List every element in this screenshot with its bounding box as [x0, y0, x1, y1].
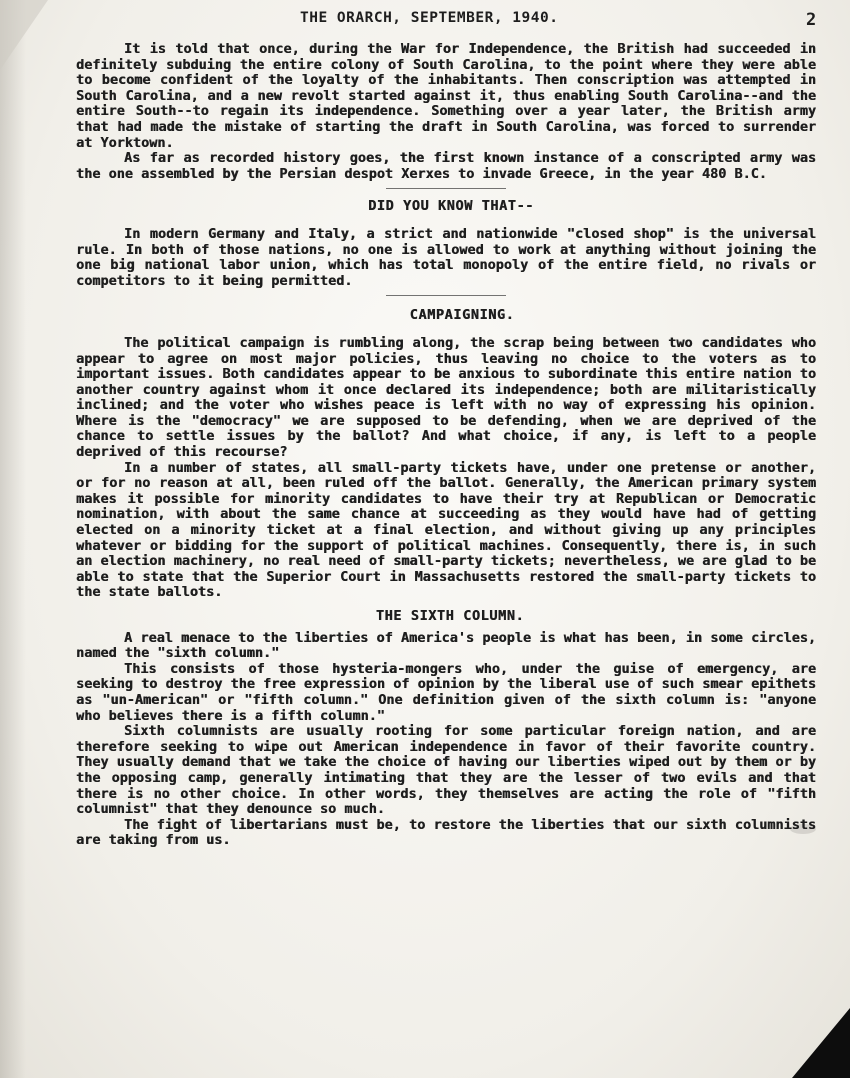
scan-corner-bottom-right	[792, 1008, 850, 1078]
paragraph: A real menace to the liberties of America's people is what has been, in some circles, named the "sixth column."	[76, 629, 816, 662]
article-body	[76, 42, 816, 849]
page-header	[0, 10, 850, 36]
sixth-column-section	[76, 609, 816, 849]
paragraph: This consists of those hysteria-mongers who, under the guise of emergency, are seeking to destroy the free expression of opinion by the liberal use of such smear epithets as "un-American" or "fifth column." One definition given of the sixth column is: "anyone who believes there is a fifth column."	[76, 660, 816, 724]
section-heading: DID YOU KNOW THAT--	[368, 198, 534, 215]
campaigning-section	[76, 308, 816, 601]
paragraph: In modern Germany and Italy, a strict and nationwide "closed shop" is the universal rule. In both of those nations, no one is allowed to work at anything without joining the one big national labor union, which has total monopoly of the entire field, no rivals or competitors to it being permitted.	[76, 225, 816, 289]
paragraph: Sixth columnists are usually rooting for some particular foreign nation, and are therefore seeking to wipe out American independence in favor of their favorite country. They usually demand that we take the choice of having our liberties wiped out by them or by the opposing camp, generally intimating that they are the lesser of two evils and that there is no other choice. In other words, they themselves are acting the role of "fifth columnist" that they denounce so much.	[76, 723, 816, 818]
paragraph: The political campaign is rumbling along, the scrap being between two candidates who appear to agree on most major policies, thus leaving no choice to the voters as to important issues. Both candidates appear to be anxious to subordinate this entire nation to another country against whom it once declared its independence; both are militaristically inclined; and the voter who wishes peace is left with no way of expressing his opinion. Where is the "democracy" we are supposed to be defending, when we are deprived of the chance to settle issues by the ballot? And what choice, if any, is left to a people deprived of this recourse?	[76, 334, 816, 461]
paragraph: It is told that once, during the War for Independence, the British had succeeded in definitely subduing the entire colony of South Carolina, to the point where they were able to become confident of the loyalty of the inhabitants. Then conscription was attempted in South Carolina, and a new revolt started against it, thus enabling South Carolina--and the entire South--to regain its independence. Something over a year later, the British army that had made the mistake of starting the draft in South Carolina, was forced to surrender at Yorktown.	[76, 41, 816, 151]
did-you-know-section	[76, 199, 816, 289]
section-heading: THE SIXTH COLUMN.	[375, 608, 525, 624]
page-number: 2	[806, 10, 817, 30]
paragraph: The fight of libertarians must be, to restore the liberties that our sixth columnists are taking from us.	[76, 816, 816, 849]
paragraph: As far as recorded history goes, the first known instance of a conscripted army was the one assembled by the Persian despot Xerxes to invade Greece, in the year 480 B.C.	[76, 150, 816, 182]
section-divider	[386, 295, 506, 296]
paragraph: In a number of states, all small-party tickets have, under one pretense or another, or for no reason at all, been ruled off the ballot. Generally, the American primary system makes it possible for minority candidates to have their try at Republican or Democratic nomination, with about the same chance at succeeding as they would have had of getting elected on a minority ticket at a final election, and without giving up any principles whatever or bidding for the support of political machines. Consequently, there is, in such an election machinery, no real need of small-party tickets; nevertheless, we are glad to be able to state that the Superior Court in Massachusetts restored the small-party tickets to the state ballots.	[76, 459, 816, 601]
intro-section	[76, 42, 816, 182]
newsletter-title: THE ORARCH, SEPTEMBER, 1940.	[300, 10, 559, 26]
section-heading: CAMPAIGNING.	[409, 307, 515, 324]
scan-edge-shadow	[0, 0, 26, 1078]
section-divider	[386, 188, 506, 189]
